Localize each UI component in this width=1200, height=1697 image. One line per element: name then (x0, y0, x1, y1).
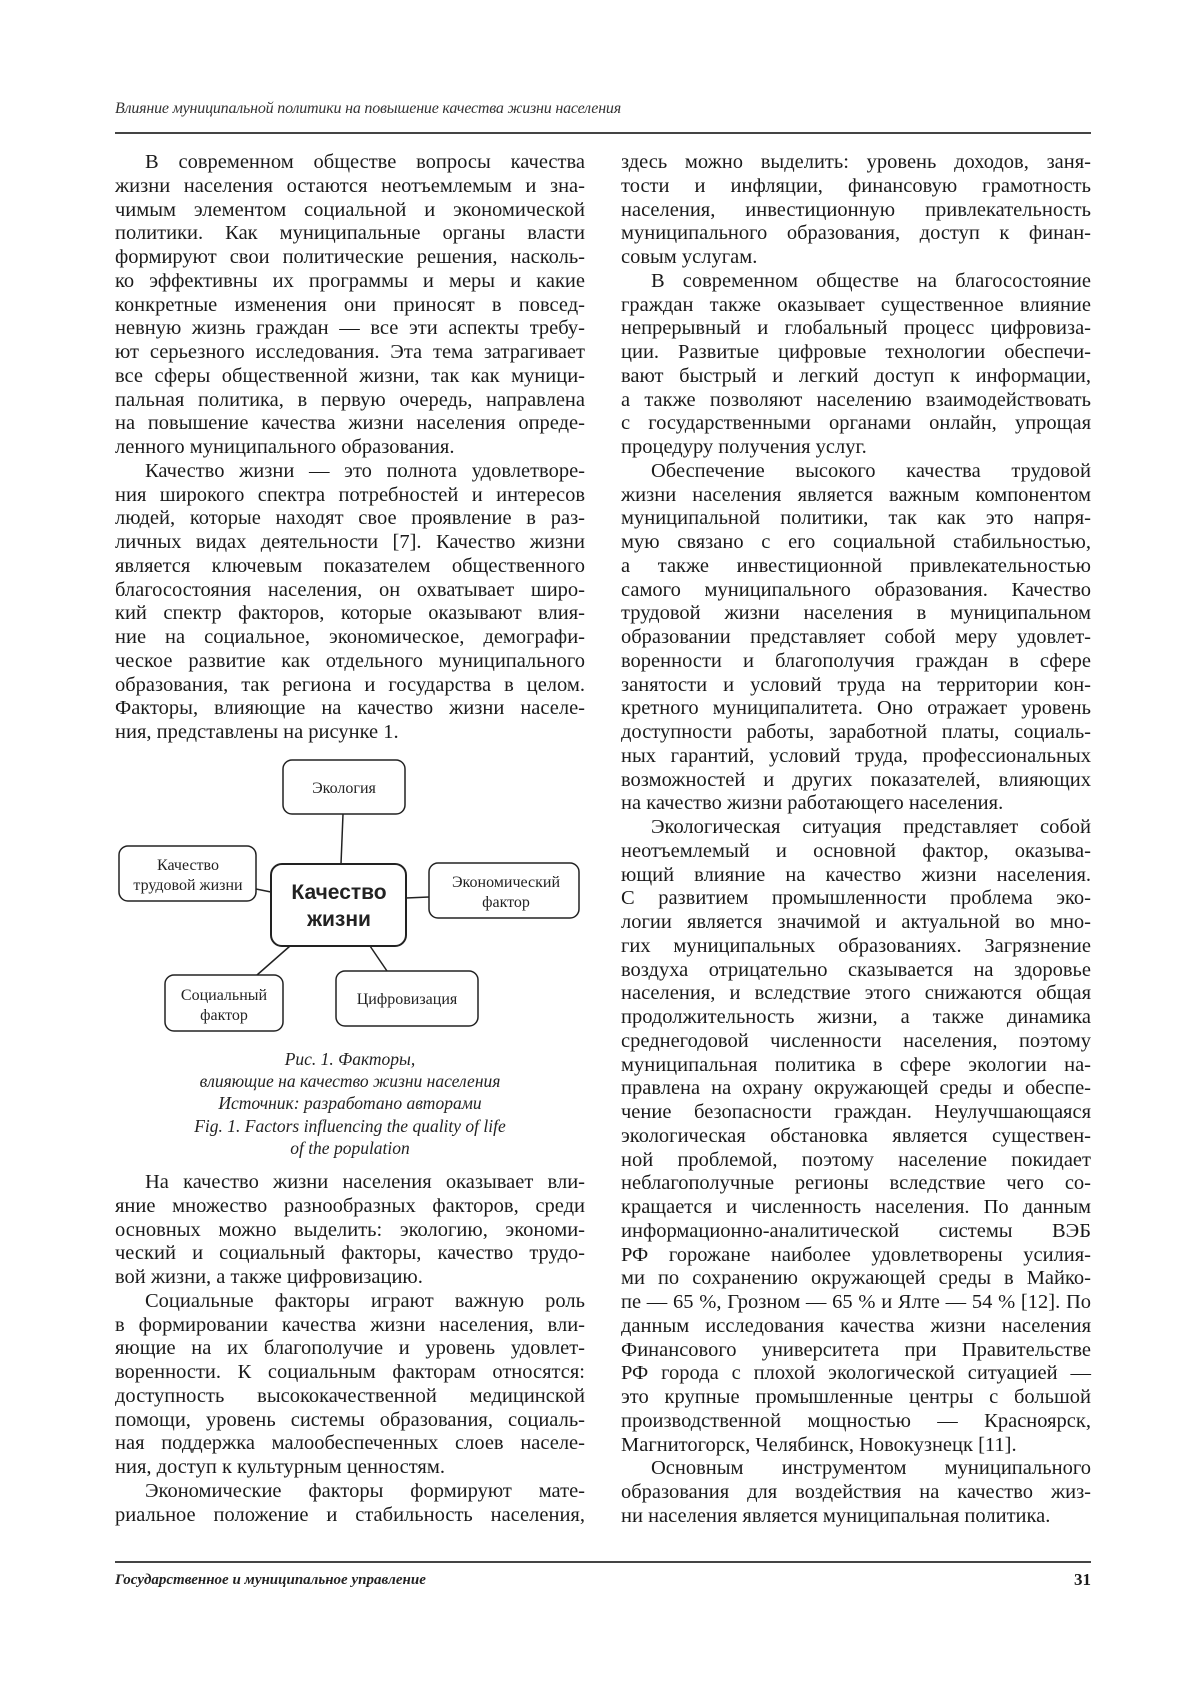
text-line: вают быстрый и легкий доступ к информации, (621, 364, 1091, 387)
text-line: продолжительность жизни, а также динамика (621, 1006, 1091, 1028)
right-column (621, 151, 1091, 1529)
text-line: кретного муниципалитета. Оно отражает уровень (621, 697, 1091, 720)
text-line: ко эффективны их программы и меры и какие (115, 269, 585, 292)
paragraph (115, 1480, 585, 1528)
text-line: вой жизни, а также цифровизацию. (115, 1266, 423, 1288)
caption-line: влияющие на качество жизни населения (199, 1071, 501, 1092)
connector-social (257, 946, 290, 975)
text-line: политики. Как муниципальные органы власти (115, 222, 585, 245)
text-line: ной проблемой, поэтому население покидает (621, 1148, 1091, 1171)
text-line: ческое развитие как отдельного муниципального (115, 649, 585, 672)
text-line: пе — 65 %, Грозном — 65 % и Ялте — 54 % [12]. По (621, 1291, 1091, 1313)
text-line: Экономические факторы формируют мате- (145, 1479, 585, 1502)
text-line: занятости и условий труда на территории кон- (621, 673, 1091, 696)
text-line: яние множество разнообразных факторов, среди (115, 1194, 585, 1217)
text-line: основных можно выделить: экологию, экономи- (115, 1218, 585, 1241)
text-line: является ключевым показателем общественного (115, 554, 585, 577)
text-line: экологическая обстановка является существен- (621, 1124, 1091, 1147)
text-line: трудовой жизни населения в муниципальном (621, 602, 1091, 625)
box-center (271, 864, 406, 946)
paragraph (621, 816, 1091, 1457)
text-line: Социальные факторы играют важную роль (145, 1289, 585, 1312)
text-line: образования для воздействия на качество жиз- (621, 1481, 1091, 1503)
text-line: Финансового университета при Правительстве (621, 1338, 1091, 1361)
text-line: ющий влияние на качество жизни населения. (621, 863, 1091, 886)
connector-work-life (256, 889, 271, 892)
text-line: тости и инфляции, финансовую грамотность (621, 174, 1091, 197)
caption-line: Рис. 1. Факторы, (284, 1049, 416, 1069)
label-digital: Цифровизация (356, 991, 458, 1008)
text-line: воренности и благополучия граждан в сфере (621, 649, 1091, 672)
text-line: ни населения является муниципальная политика. (621, 1504, 1051, 1527)
text-line: ческий и социальный факторы, качество трудо- (115, 1242, 585, 1265)
label-social-1: Социальный (180, 987, 268, 1004)
text-line: РФ города с плохой экологической ситуацией — (621, 1362, 1091, 1385)
text-line: кий спектр факторов, которые оказывают влия- (115, 602, 585, 625)
text-line: образования, так региона и государства в целом. (115, 673, 585, 696)
text-line: логии является значимой и актуальной во мно- (621, 911, 1091, 933)
text-line: Факторы, влияющие на качество жизни населе- (115, 697, 585, 720)
text-line: жизни населения является важным компонентом (621, 483, 1091, 506)
text-line: правлена на охрану окружающей среды и обеспе- (621, 1077, 1091, 1100)
text-line: личных видах деятельности [7]. Качество жизни (115, 531, 585, 553)
text-line: В современном обществе вопросы качества (145, 151, 585, 173)
text-line: а также инвестиционной привлекательностью (621, 554, 1091, 577)
text-line: Основным инструментом муниципального (651, 1457, 1091, 1480)
connector-ecology (341, 814, 343, 864)
text-line: помощи, уровень системы образования, социаль- (115, 1408, 585, 1431)
text-line: образовании представляет собой меру удовлет- (621, 626, 1091, 648)
text-line: граждан также оказывает существенное влияние (621, 293, 1091, 316)
text-line: данным исследования качества жизни населения (621, 1314, 1091, 1337)
paragraph (621, 270, 1091, 460)
text-line: ния, представлены на рисунке 1. (115, 721, 399, 743)
text-line: это крупные промышленные центры с большой (621, 1386, 1091, 1408)
text-line: на повышение качества жизни населения опреде- (115, 412, 585, 435)
text-line: доступность высококачественной медицинской (115, 1384, 585, 1407)
text-line: чение безопасности граждан. Неулучшающаяся (621, 1101, 1091, 1123)
text-line: воздуха отрицательно сказывается на здоровье (621, 958, 1091, 981)
text-line: населения, инвестиционную привлекательность (621, 198, 1091, 221)
text-line: РФ горожане наиболее удовлетворены усилия- (621, 1243, 1091, 1266)
label-center-1: Качество (291, 881, 387, 904)
label-economic-1: Экономический (451, 874, 561, 891)
journal-title: Государственное и муниципальное управление (115, 1572, 426, 1588)
text-line: Экологическая ситуация представляет собой (651, 816, 1091, 838)
text-line: доступности работы, заработной платы, социаль- (621, 721, 1091, 743)
text-line: Магнитогорск, Челябинск, Новокузнецк [11]. (621, 1433, 1017, 1456)
text-line: а также позволяют населению взаимодействовать (621, 388, 1091, 411)
text-line: на качество жизни работающего населения. (621, 792, 1004, 815)
text-line: воренности. К социальным факторам относятся: (115, 1361, 585, 1383)
paragraph (115, 1290, 585, 1480)
label-social-2: фактор (200, 1007, 248, 1024)
text-line: все сферы общественной жизни, так как муници- (115, 364, 585, 387)
label-center-2: жизни (307, 908, 371, 931)
text-line: населения, и вследствие этого снижаются общая (621, 982, 1091, 1005)
label-work-life-2: трудовой жизни (133, 877, 243, 894)
text-line: конкретные изменения они приносят в повсед- (115, 293, 585, 316)
figure-caption (115, 1048, 585, 1159)
text-line: ют серьезного исследования. Эта тема затрагивает (115, 341, 585, 363)
text-line: пальная политика, в первую очередь, направлена (115, 388, 585, 411)
paragraph (621, 151, 1091, 270)
text-line: муниципальной политики, так как это напря- (621, 507, 1091, 530)
text-line: невную жизнь граждан — все эти аспекты требу- (115, 317, 585, 340)
text-line: непрерывный и глобальный процесс цифровиза- (621, 317, 1091, 340)
paragraph (115, 1171, 585, 1290)
left-column-bottom (115, 1171, 585, 1527)
label-ecology: Экология (312, 780, 376, 797)
text-line: неотъемлемый и основной фактор, оказыва- (621, 839, 1091, 862)
text-line: возможностей и других показателей, влияющих (621, 768, 1091, 791)
text-line: ции. Развитые цифровые технологии обеспечи- (621, 341, 1091, 363)
text-line: с государственными органами онлайн, упрощая (621, 412, 1091, 435)
text-line: здесь можно выделить: уровень доходов, заня- (621, 151, 1091, 173)
text-line: ние на социальное, экономическое, демографи- (115, 626, 585, 648)
text-line: муниципального образования, доступ к финан- (621, 222, 1091, 245)
connector-economic (406, 897, 429, 898)
text-line: самого муниципального образования. Качество (621, 578, 1091, 601)
label-work-life-1: Качество (156, 857, 220, 874)
text-line: Качество жизни — это полнота удовлетворе- (145, 459, 585, 482)
text-line: ния широкого спектра потребностей и интересов (115, 483, 585, 506)
text-line: совым услугам. (621, 246, 758, 268)
text-line: среднегодовой численности населения, поэтому (621, 1029, 1091, 1052)
text-line: ния, доступ к культурным ценностям. (115, 1456, 445, 1478)
text-line: Обеспечение высокого качества трудовой (651, 459, 1091, 482)
text-line: благосостояния населения, он охватывает широ- (115, 578, 585, 601)
text-line: кращается и численность населения. По данным (621, 1196, 1091, 1218)
text-line: чимым элементом социальной и экономической (115, 198, 585, 221)
connector-digital (370, 946, 387, 971)
text-line: процедуру получения услуг. (621, 436, 867, 458)
text-line: ми по сохранению окружающей среды в Майко- (621, 1267, 1091, 1290)
footer-rule (115, 1561, 1091, 1563)
text-line: В современном обществе на благосостояние (651, 269, 1091, 292)
caption-line: Источник: разработано авторами (218, 1093, 482, 1114)
text-line: На качество жизни населения оказывает вли- (145, 1171, 585, 1193)
text-line: гих муниципальных образованиях. Загрязнение (621, 934, 1091, 957)
running-title: Влияние муниципальной политики на повышение качества жизни населения (115, 100, 621, 117)
text-line: неблагополучные регионы вследствие чего со- (621, 1172, 1091, 1195)
text-line: информационно-аналитической системы ВЭБ (621, 1219, 1091, 1242)
caption-line: of the population (290, 1137, 410, 1158)
text-line: риальное положение и стабильность населения, (115, 1503, 585, 1526)
page-number: 31 (1074, 1570, 1091, 1589)
text-line: жизни населения остаются неотъемлемым и зна- (115, 174, 585, 197)
text-line: ных гарантий, условий труда, профессиональных (621, 744, 1091, 767)
text-line: ная поддержка малообеспеченных слоев населе- (115, 1432, 585, 1455)
text-line: производственной мощностью — Красноярск, (621, 1409, 1091, 1432)
text-line: муниципальная политика в сфере экологии на- (621, 1053, 1091, 1076)
text-line: мую связано с его социальной стабильностью, (621, 531, 1091, 553)
text-line: С развитием промышленности проблема эко- (621, 887, 1091, 910)
text-line: людей, которые находят свое проявление в раз- (115, 507, 585, 530)
paragraph (621, 460, 1091, 816)
text-line: в формировании качества жизни населения, вли- (115, 1313, 585, 1336)
caption-line: Fig. 1. Factors influencing the quality of life (194, 1115, 506, 1136)
text-line: ленного муниципального образования. (115, 436, 455, 458)
paragraph (621, 1457, 1091, 1528)
text-line: формируют свои политические решения, насколь- (115, 246, 585, 268)
text-line: яющие на их благополучие и уровень удовлет- (115, 1337, 585, 1360)
label-economic-2: фактор (482, 894, 530, 911)
